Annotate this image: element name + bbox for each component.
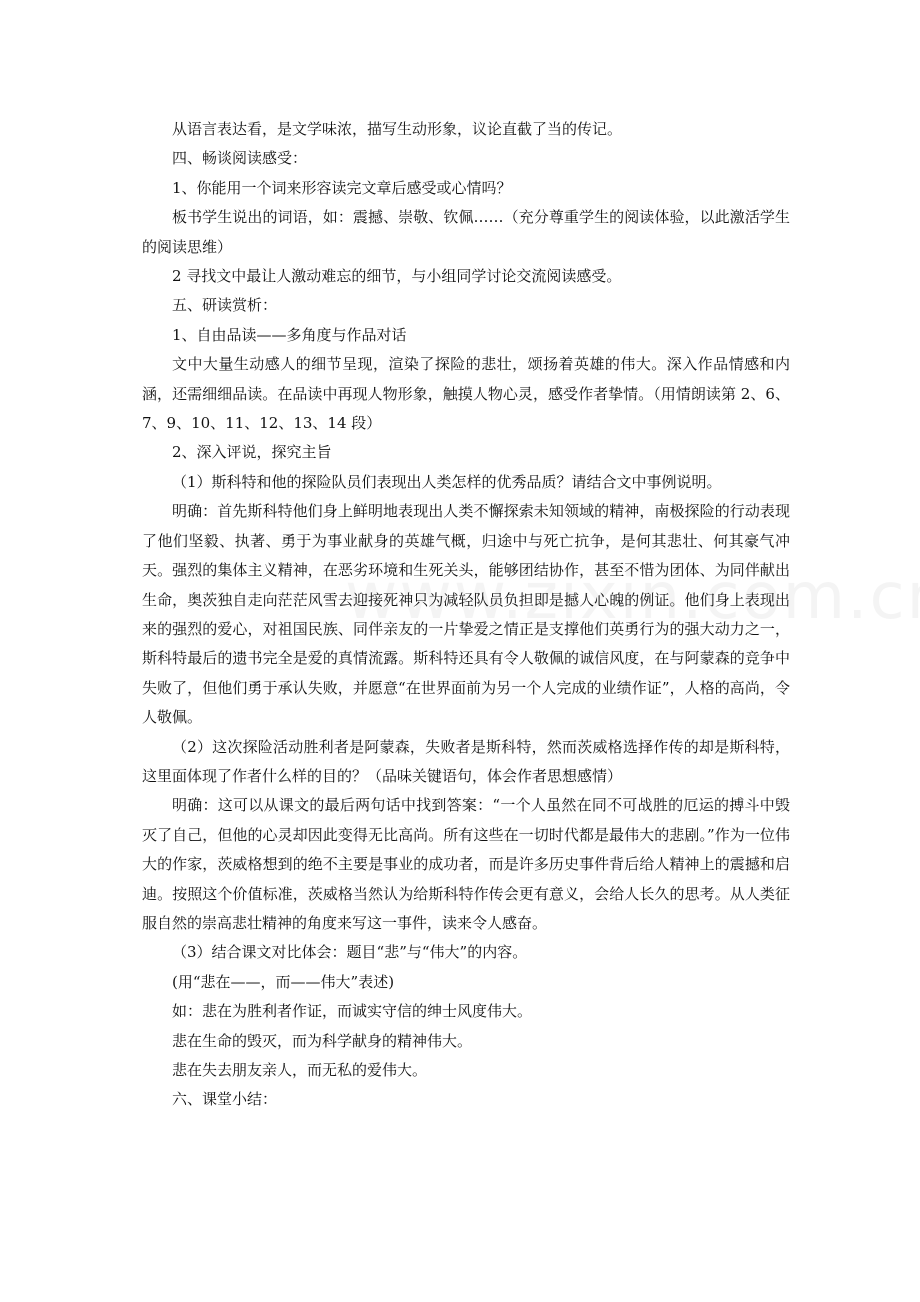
paragraph: 板书学生说出的词语，如：震撼、崇敬、钦佩……（充分尊重学生的阅读体验，以此激活学生的阅读思维）: [142, 208, 790, 256]
question: （2）这次探险活动胜利者是阿蒙森，失败者是斯科特，然而茨威格选择作传的却是斯科特，这里面体现了作者什么样的目的？（品味关键语句，体会作者思想感情）: [142, 737, 790, 785]
answer-paragraph: 明确：首先斯科特他们身上鲜明地表现出人类不懈探索未知领域的精神，南极探险的行动表现了他们坚毅、执著、勇于为事业献身的英雄气概，归途中与死亡抗争，是何其悲壮、何其豪气冲天。强烈的集体主义精神，在恶劣环境和生死关头，能够团结协作，甚至不惜为团体、为同伴献出生命，奥茨独自走向茫茫风雪去迎接死神只为减轻队员负担即是撼人心魄的例证。他们身上表现出来的强烈的爱心，对祖国民族、同伴亲友的一片挚爱之情正是支撑他们英勇行为的强大动力之一，斯科特最后的遗书完全是爱的真情流露。斯科特还具有令人敬佩的诚信风度，在与阿蒙森的竞争中失败了，但他们勇于承认失败，并愿意“在世界面前为另一个人完成的业绩作证”，人格的高尚，令人敬佩。: [142, 502, 790, 727]
answer-paragraph: 明确：这可以从课文的最后两句话中找到答案：“一个人虽然在同不可战胜的厄运的搏斗中毁灭了自己，但他的心灵却因此变得无比高尚。所有这些在一切时代都是最伟大的悲剧。”作为一位伟大的作家，茨威格想到的绝不主要是事业的成功者，而是许多历史事件背后给人精神上的震撼和启迪。按照这个价值标准，茨威格当然认为给斯科特作传会更有意义，会给人长久的思考。从人类征服自然的崇高悲壮精神的角度来写这一事件，读来令人感奋。: [142, 796, 790, 932]
subheading: 2、深入评说，探究主旨: [172, 443, 332, 462]
paragraph: 悲在失去朋友亲人，而无私的爱伟大。: [172, 1061, 428, 1079]
section-heading: 五、研读赏析：: [172, 296, 278, 315]
question: 1、你能用一个词来形容读完文章后感受或心情吗？: [172, 178, 512, 197]
paragraph: 文中大量生动感人的细节呈现，渲染了探险的悲壮，颂扬着英雄的伟大。深入作品情感和内涵，还需细细品读。在品读中再现人物形象，触摸人物心灵，感受作者挚情。（用情朗读第 2、6、7、9、10、11、12、13、14 段）: [142, 355, 790, 433]
subheading: 1、自由品读——多角度与作品对话: [172, 325, 407, 344]
question: 2 寻找文中最让人激动难忘的细节，与小组同学讨论交流阅读感受。: [172, 267, 622, 286]
question: （1）斯科特和他的探险队员们表现出人类怎样的优秀品质？请结合文中事例说明。: [172, 472, 722, 491]
section-heading: 六、课堂小结：: [172, 1090, 278, 1109]
paragraph: 悲在生命的毁灭，而为科学献身的精神伟大。: [172, 1031, 473, 1050]
question: （3）结合课文对比体会：题目“悲”与“伟大”的内容。: [172, 943, 528, 962]
document-body: [142, 115, 790, 1115]
paragraph: 从语言表达看，是文学味浓，描写生动形象，议论直截了当的传记。: [172, 120, 623, 138]
paragraph: (用“悲在——，而——伟大”表述): [172, 972, 395, 991]
section-heading: 四、畅谈阅读感受：: [172, 149, 308, 168]
paragraph: 如：悲在为胜利者作证，而诚实守信的绅士风度伟大。: [172, 1002, 533, 1021]
